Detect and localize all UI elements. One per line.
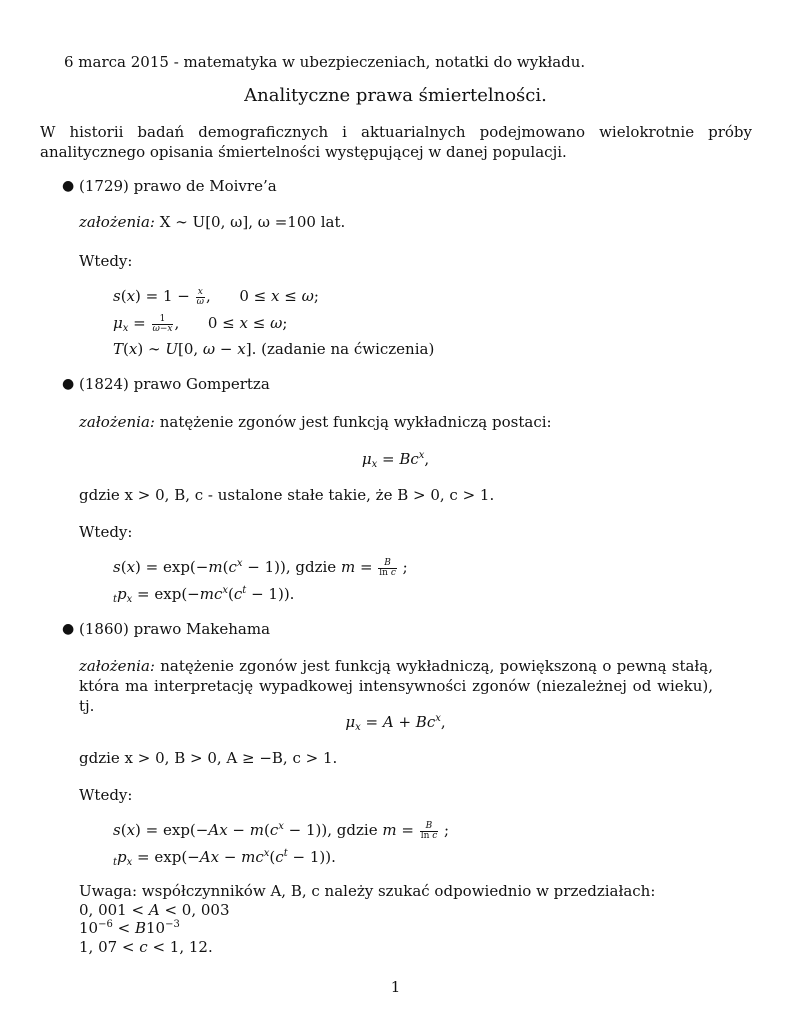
assumptions-demoivre (79, 212, 345, 232)
formula-tpx-gompertz: $_tp_x = \exp(-mc^x(c^t - 1))$. (113, 585, 295, 605)
page-title: Analityczne prawa śmiertelności. (244, 85, 547, 106)
then-label-makeham: Wtedy: (79, 786, 133, 804)
assumptions-label: założenia: (79, 413, 155, 431)
formula-survival-makeham: $s(x) = \exp(-Ax - m(c^x - 1))$, gdzie m = $\frac{B}{\text{ln c}}$ ; (113, 820, 450, 841)
assumptions-text: natężenie zgonów jest funkcją wykładniczą, powiększoną o pewną stałą, która ma interpretację wypadkowej intensywności zgonów (niezależnej od wieku), tj. (79, 657, 713, 715)
formula-tpx-makeham: $_tp_x = \exp(-Ax - mc^x(c^t - 1))$. (113, 848, 336, 868)
assumptions-label: założenia: (79, 657, 155, 675)
section-heading-demoivre: (1729) prawo de Moivre’a (79, 177, 277, 195)
formula-makeham: $\mu_x = A + Bc^x$, (345, 713, 446, 733)
page-number: 1 (390, 978, 401, 996)
assumptions-text: X ∼ U[0, ω], ω =100 lat. (159, 213, 346, 231)
then-label-demoivre: Wtedy: (79, 252, 133, 270)
assumptions-label: założenia: (79, 213, 155, 231)
section-heading-makeham: (1860) prawo Makehama (79, 620, 271, 638)
note-coefficients: Uwaga: współczynników A, B, c należy szukać odpowiednio w przedziałach: (79, 882, 656, 900)
assumptions-text: natężenie zgonów jest funkcją wykładniczą postaci: (159, 413, 552, 431)
formula-intensity-demoivre: $\mu_x$ = $\frac{1}{\omega-x}$ , 0 ≤ x ≤ ω; (113, 313, 288, 334)
where-makeham: gdzie x > 0, B > 0, A ≥ −B, c > 1. (79, 749, 338, 767)
page-header (64, 52, 585, 72)
where-gompertz: gdzie x > 0, B, c - ustalone stałe takie, że B > 0, c > 1. (79, 486, 495, 504)
assumptions-makeham (79, 656, 713, 716)
bullet-icon: ● (62, 621, 75, 637)
then-label-gompertz: Wtedy: (79, 523, 133, 541)
assumptions-gompertz (79, 412, 552, 432)
range-b: $10^{-6} < B10^{-3}$ (79, 919, 180, 937)
range-c: 1, 07 < c < 1, 12. (79, 938, 213, 956)
intro-paragraph: W historii badań demograficznych i aktuarialnych podejmowano wielokrotnie próby analitycznego opisania śmiertelności występującej w danej populacji. (40, 123, 752, 161)
range-a: 0, 001 < A < 0, 003 (79, 901, 230, 919)
formula-gompertz: $\mu_x = Bc^x$, (361, 450, 430, 470)
formula-survival-demoivre: s(x) = 1 − $\frac{x}{\omega}$ , 0 ≤ x ≤ ω; (113, 286, 319, 307)
section-heading-gompertz: (1824) prawo Gompertza (79, 375, 270, 393)
bullet-icon: ● (62, 178, 75, 194)
formula-survival-gompertz: $s(x) = \exp(-m(c^x - 1))$, gdzie m = $\frac{B}{\text{ln c}}$ ; (113, 557, 408, 578)
bullet-icon: ● (62, 376, 75, 392)
header-text: 6 marca 2015 - matematyka w ubezpieczeniach, notatki do wykładu. (64, 53, 586, 71)
formula-remaining-lifetime: T(x) ∼ U[0, ω − x]. (zadanie na ćwiczenia) (113, 340, 435, 358)
